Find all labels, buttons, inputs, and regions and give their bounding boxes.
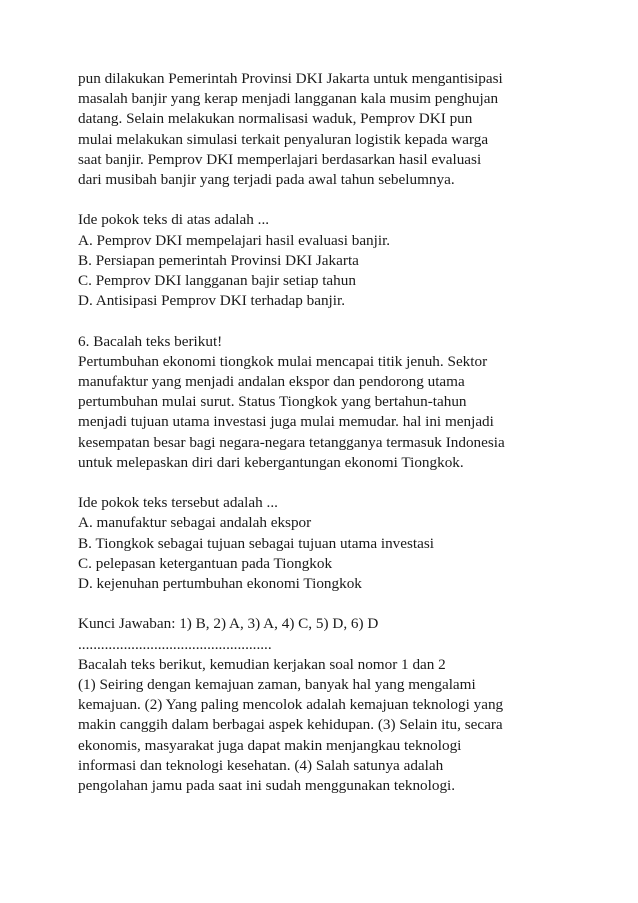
answer-option-b: B. Persiapan pemerintah Provinsi DKI Jakarta (78, 251, 359, 269)
paragraph-line: kesempatan besar bagi negara-negara tetangganya termasuk Indonesia (78, 433, 505, 451)
answer-option-d: D. kejenuhan pertumbuhan ekonomi Tiongkok (78, 575, 362, 593)
next-section-block (78, 655, 578, 796)
answer-option-c: C. pelepasan ketergantuan pada Tiongkok (78, 554, 333, 572)
question-prompt: Ide pokok teks di atas adalah ... (78, 211, 270, 229)
paragraph-line: pengolahan jamu pada saat ini sudah menggunakan teknologi. (78, 777, 456, 795)
answer-option-b: B. Tiongkok sebagai tujuan sebagai tujuan utama investasi (78, 534, 435, 552)
intro-paragraph (78, 69, 578, 190)
paragraph-line: menjadi tujuan utama investasi juga mulai memudar. hal ini menjadi (78, 413, 494, 431)
paragraph-line: saat banjir. Pemprov DKI memperlajari berdasarkan hasil evaluasi (78, 150, 482, 168)
document-page (78, 69, 578, 796)
question-6-block (78, 332, 578, 595)
paragraph-line: masalah banjir yang kerap menjadi langganan kala musim penghujan (78, 90, 499, 108)
spacer (78, 311, 578, 331)
answer-option-c: C. Pemprov DKI langganan bajir setiap tahun (78, 272, 356, 290)
spacer (78, 190, 578, 210)
question-prompt: Ide pokok teks tersebut adalah ... (78, 494, 278, 512)
question-heading: 6. Bacalah teks berikut! (78, 332, 223, 350)
section-instruction: Bacalah teks berikut, kemudian kerjakan soal nomor 1 dan 2 (78, 655, 446, 673)
answer-option-a: A. manufaktur sebagai andalah ekspor (78, 514, 312, 532)
answer-key: Kunci Jawaban: 1) B, 2) A, 3) A, 4) C, 5) D, 6) D (78, 615, 379, 633)
question-5-block (78, 210, 578, 311)
paragraph-line: datang. Selain melakukan normalisasi waduk, Pemprov DKI pun (78, 110, 473, 128)
paragraph-line: pertumbuhan mulai surut. Status Tiongkok yang bertahun-tahun (78, 393, 467, 411)
paragraph-line: dari musibah banjir yang terjadi pada awal tahun sebelumnya. (78, 171, 455, 189)
paragraph-line: pun dilakukan Pemerintah Provinsi DKI Jakarta untuk mengantisipasi (78, 70, 503, 87)
paragraph-line: (1) Seiring dengan kemajuan zaman, banyak hal yang mengalami (78, 676, 476, 694)
paragraph-line: untuk melepaskan diri dari kebergantungan ekonomi Tiongkok. (78, 453, 464, 471)
paragraph-line: kemajuan. (2) Yang paling mencolok adalah kemajuan teknologi yang (78, 696, 504, 714)
paragraph-line: informasi dan teknologi kesehatan. (4) Salah satunya adalah (78, 756, 444, 774)
answer-option-a: A. Pemprov DKI mempelajari hasil evaluasi banjir. (78, 231, 391, 249)
paragraph-line: mulai melakukan simulasi terkait penyaluran logistik kepada warga (78, 130, 489, 148)
paragraph-line: ekonomis, masyarakat juga dapat makin menjangkau teknologi (78, 736, 462, 754)
paragraph-line: manufaktur yang menjadi andalan ekspor dan pendorong utama (78, 373, 465, 391)
spacer (78, 473, 578, 493)
paragraph-line: makin canggih dalam berbagai aspek kehidupan. (3) Selain itu, secara (78, 716, 503, 734)
paragraph-line: Pertumbuhan ekonomi tiongkok mulai mencapai titik jenuh. Sektor (78, 352, 488, 370)
answer-option-d: D. Antisipasi Pemprov DKI terhadap banjir. (78, 292, 346, 310)
spacer (78, 594, 578, 614)
separator-dots: ................................................... (78, 635, 272, 653)
